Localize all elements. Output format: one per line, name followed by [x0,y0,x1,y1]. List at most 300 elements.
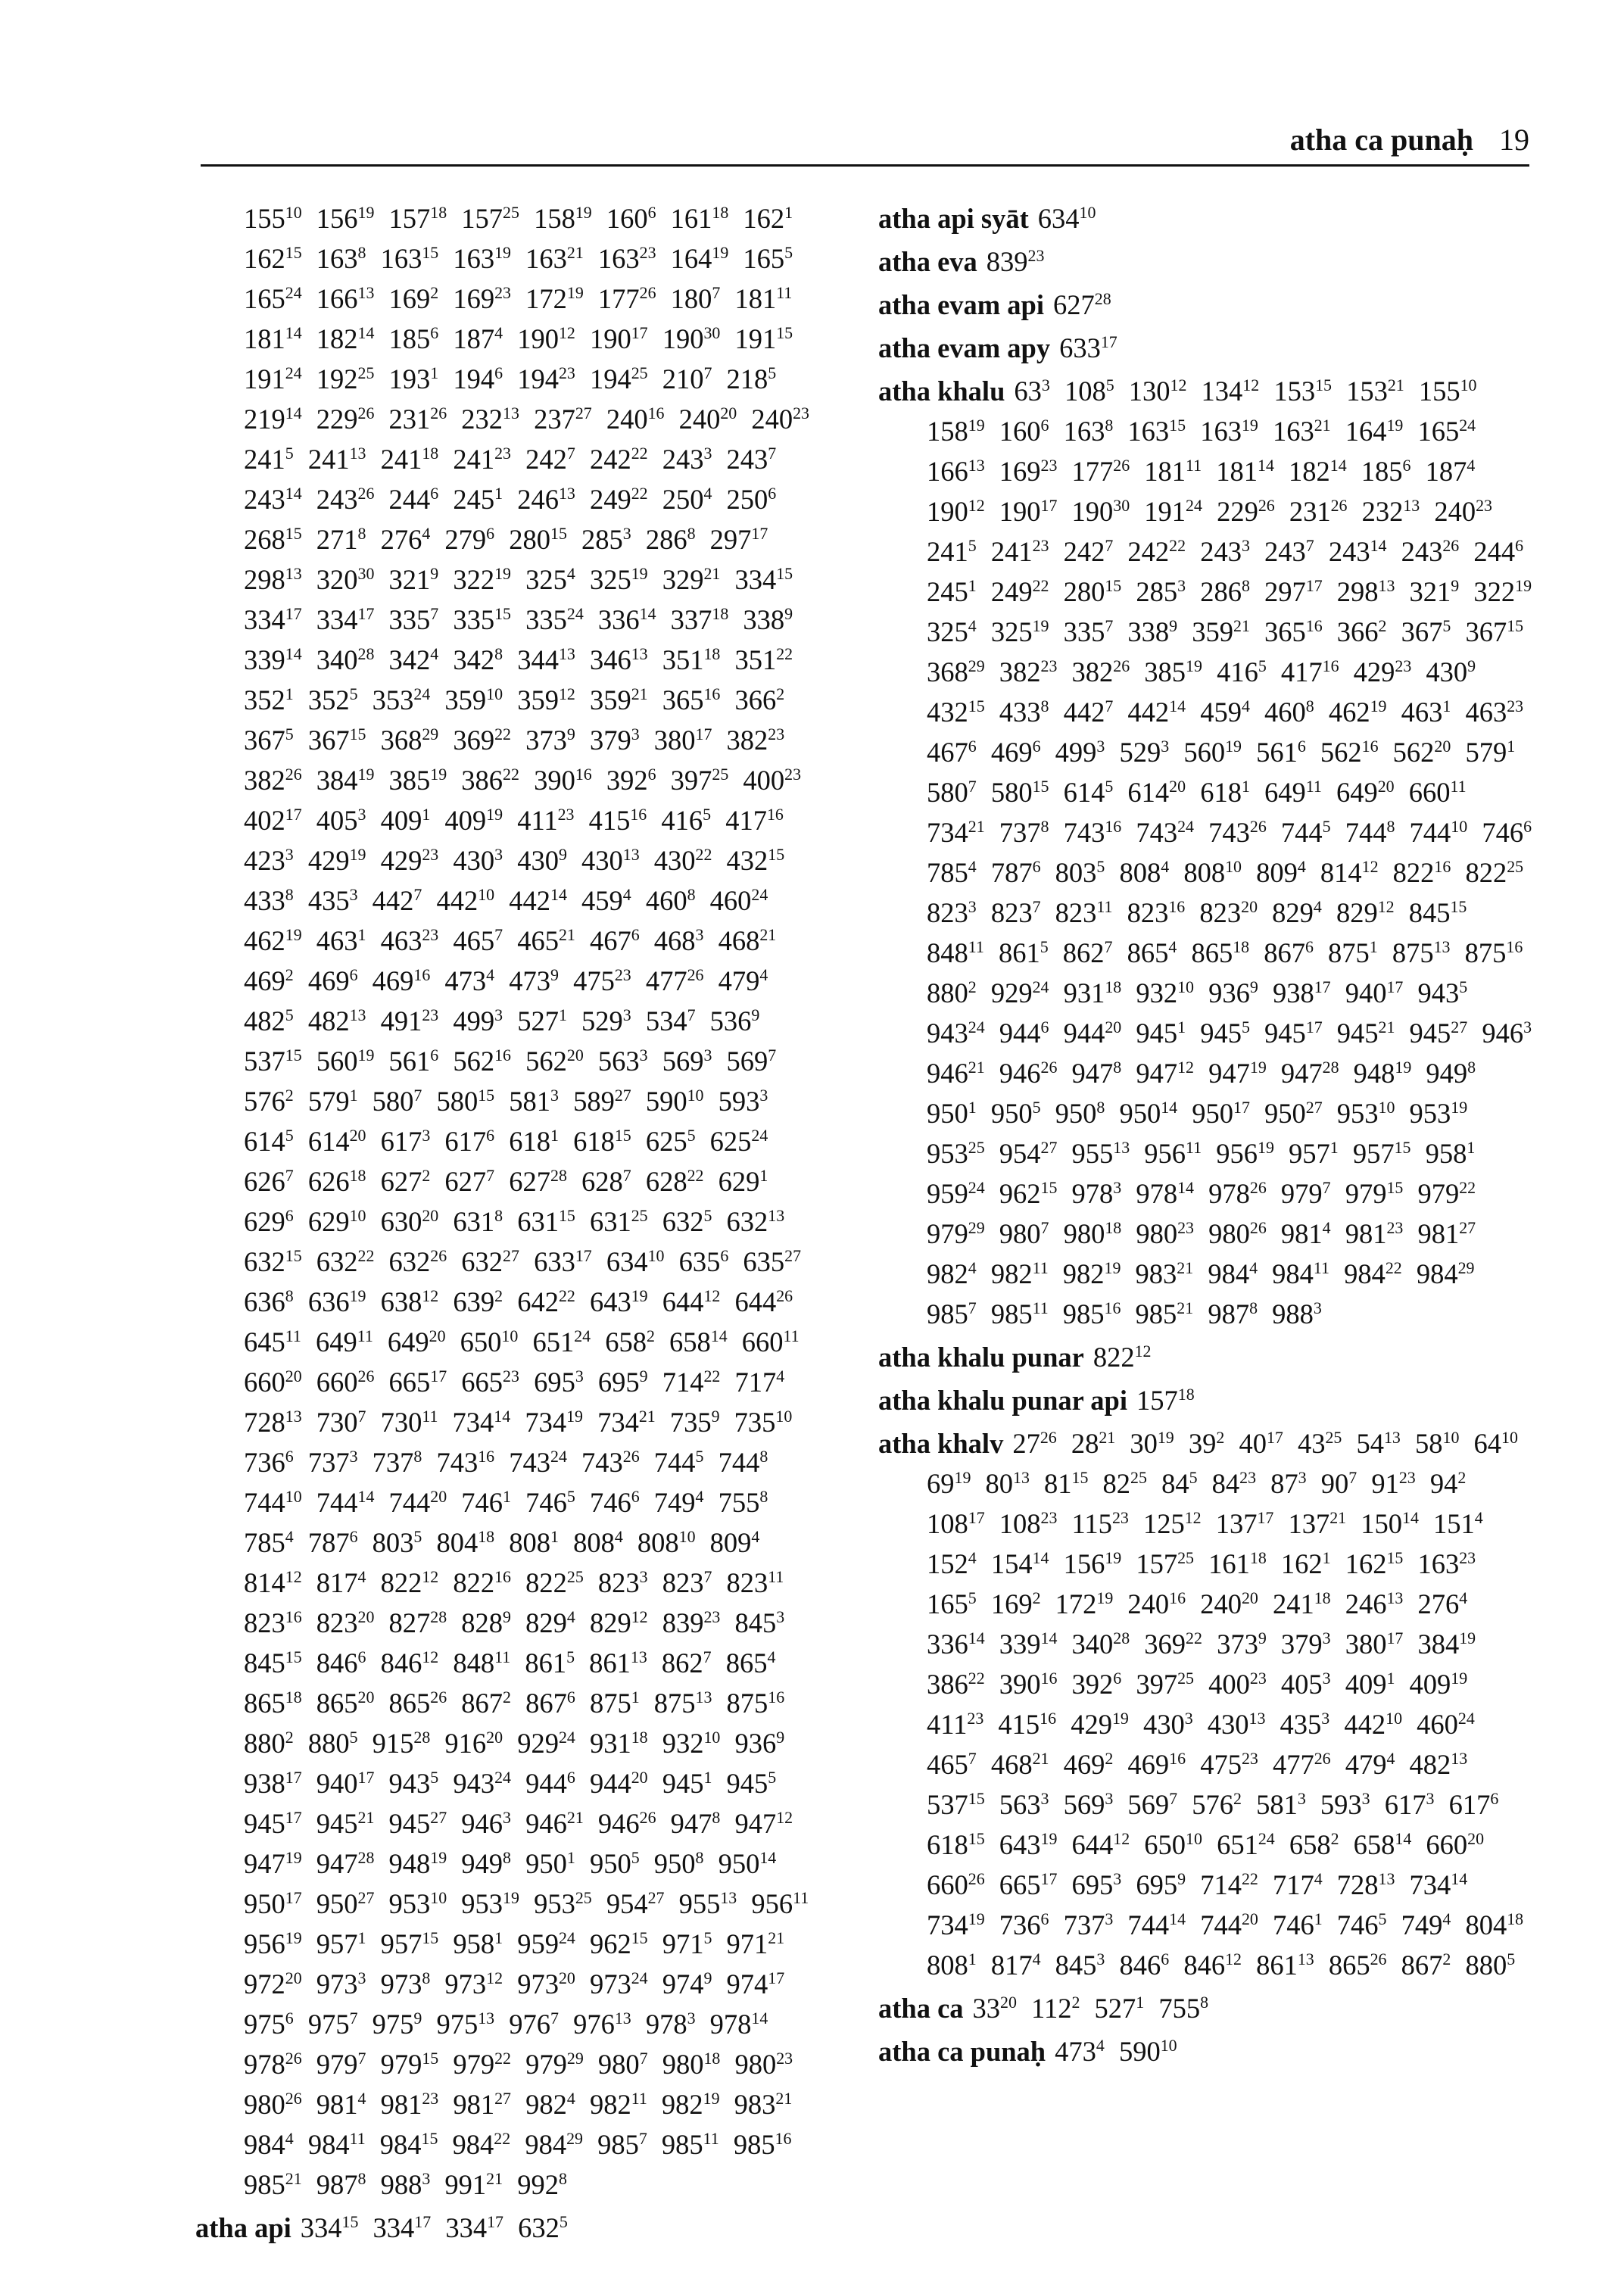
page-reference: $744^{10}$ [244,1486,302,1518]
page-reference: 16419 [1345,415,1404,447]
page-reference: $730^7$ [316,1406,366,1438]
page-reference: $373^9$ [525,724,575,756]
page-reference: 13721 [1288,1507,1347,1539]
page-reference: 633 [1014,375,1050,407]
page-reference: 8115 [1044,1467,1089,1499]
page-reference: $980^7$ [597,2048,648,2080]
page-reference: 38226 [1071,656,1130,687]
index-term: atha evam api [878,289,1044,320]
page-reference: $157^{25}$ [461,202,519,234]
page-reference: 9446 [999,1017,1049,1049]
page-reference: 47523 [1200,1748,1258,1780]
page-reference: 6181 [1200,776,1250,808]
page-reference: $240^{16}$ [606,403,665,435]
page-reference: 3675 [1401,616,1451,647]
page-reference: 9508 [1055,1097,1105,1129]
page-reference: 24922 [990,575,1049,607]
page-reference: $329^{21}$ [662,563,721,595]
page-reference: $618^{15}$ [573,1125,631,1157]
page-reference: $463^{23}$ [380,924,439,956]
page-reference: 16923 [999,455,1058,487]
page-reference: 24222 [1127,535,1186,567]
page-reference: 6919 [927,1467,971,1499]
page-reference: 3926 [1071,1668,1122,1700]
page-reference: 74324 [1136,816,1194,848]
page-reference: $285^3$ [581,523,631,555]
page-reference: 38017 [1345,1628,1404,1660]
page-reference: $985^{21}$ [244,2168,302,2200]
page-reference: $823^{20}$ [316,1607,375,1638]
page-reference: $945^1$ [662,1767,712,1799]
page-reference: 98422 [1344,1258,1402,1289]
page-reference: $322^{19}$ [453,563,511,595]
page-reference: $163^{23}$ [597,242,656,274]
page-reference: $243^7$ [726,443,777,475]
page-reference: $950^{27}$ [316,1887,375,1919]
page-reference: $865^{20}$ [316,1687,375,1719]
page-reference: 41716 [1280,656,1339,687]
page-reference: $242^{22}$ [589,443,648,475]
page-reference: $160^6$ [606,202,656,234]
page-reference: 73421 [927,816,985,848]
page-reference: $435^3$ [307,884,358,916]
page-reference: 94324 [927,1017,985,1049]
page-reference: $473^9$ [509,965,559,996]
page-reference: $163^{21}$ [525,242,584,274]
page-reference: 5807 [927,776,977,808]
page-reference: $379^3$ [589,724,640,756]
page-reference: $746^6$ [589,1486,640,1518]
page-reference: $245^1$ [453,483,503,515]
page-reference: $246^{13}$ [517,483,575,515]
page-number: 19 [1499,123,1529,157]
page-reference: $164^{19}$ [670,242,729,274]
page-reference: $402^{17}$ [244,804,302,836]
page-reference: $338^9$ [743,603,793,635]
page-reference: $166^{13}$ [316,282,375,314]
page-reference: $442^{14}$ [509,884,567,916]
page-reference: 40919 [1409,1668,1468,1700]
page-reference: 29717 [1264,575,1323,607]
page-reference: 94527 [1409,1017,1468,1049]
page-reference: $988^3$ [380,2168,431,2200]
page-reference: 32519 [990,616,1049,647]
page-reference: 38223 [999,656,1058,687]
index-refs [244,203,817,2200]
page-reference: $734^{14}$ [452,1406,511,1438]
page-reference: 3320 [972,1992,1017,2024]
page-reference: 41516 [998,1708,1057,1740]
page-reference: 24314 [1328,535,1387,567]
page-reference: $614^{20}$ [307,1125,366,1157]
page-reference: $660^{20}$ [244,1366,302,1398]
page-reference: $352^1$ [244,684,294,715]
page-reference: 8294 [1272,896,1322,928]
page-reference: $325^{19}$ [589,563,648,595]
page-reference: 4696 [990,736,1041,768]
page-reference: $971^{21}$ [726,1928,785,1959]
page-reference: $469^{16}$ [372,965,431,996]
index-term: atha evam apy [878,332,1051,363]
page-reference: $744^5$ [653,1446,704,1478]
page-reference: $635^6$ [678,1245,729,1277]
page-reference: $460^{24}$ [709,884,768,916]
page-reference: $580^7$ [372,1085,422,1117]
page-reference: $743^{16}$ [436,1446,495,1478]
page-reference: 9451 [1136,1017,1186,1049]
page-reference: $985^{11}$ [661,2128,719,2160]
page-reference: 6953 [1071,1869,1122,1900]
page-reference: $339^{14}$ [244,644,302,675]
page-reference: 15321 [1346,375,1404,407]
page-reference: $469^2$ [244,965,294,996]
right-column [878,198,1541,2074]
page-reference: $280^{15}$ [509,523,567,555]
page-reference: $809^4$ [709,1526,760,1558]
page-reference: 1524 [927,1548,977,1579]
page-reference: $632^5$ [518,2211,568,2243]
page-reference: $728^{13}$ [244,1406,302,1438]
page-reference: $957^1$ [316,1928,366,1959]
page-reference: $658^2$ [605,1326,655,1357]
page-reference: $336^{14}$ [597,603,656,635]
page-reference: $827^{28}$ [388,1607,447,1638]
page-reference: $865^4$ [725,1647,776,1678]
page-reference: 74316 [1063,816,1122,848]
page-reference: 8084 [1119,856,1170,888]
page-reference: $953^{10}$ [388,1887,447,1919]
page-reference: 7373 [1063,1909,1114,1940]
page-reference: $628^{22}$ [645,1165,704,1197]
page-reference: 18214 [1289,455,1347,487]
page-reference: $276^4$ [380,523,431,555]
page-reference: 8615 [998,937,1049,968]
page-reference: $975^6$ [244,2008,294,2040]
page-reference: $432^{15}$ [726,844,785,876]
page-reference: $628^7$ [581,1165,631,1197]
running-head-title: atha ca punaḥ [1289,123,1473,157]
page-reference: $980^{26}$ [244,2088,302,2120]
page-reference: 44210 [1344,1708,1403,1740]
page-reference: $468^3$ [653,924,704,956]
page-reference: $367^5$ [244,724,294,756]
page-reference: 4091 [1345,1668,1395,1700]
page-reference: $665^{23}$ [461,1366,519,1398]
page-reference: $982^4$ [525,2088,575,2120]
page-reference: 2451 [927,575,977,607]
page-reference: 82225 [1465,856,1524,888]
page-reference: 17726 [1071,455,1130,487]
page-reference: $862^7$ [661,1647,712,1678]
page-reference: $157^{18}$ [388,202,447,234]
page-reference: $359^{21}$ [589,684,648,715]
index-refs [987,246,1052,277]
page-reference: 13717 [1215,1507,1274,1539]
page-reference: $978^{14}$ [709,2008,768,2040]
page-reference: 9478 [1071,1057,1122,1089]
page-reference: 12512 [1142,1507,1202,1539]
page-reference: $286^8$ [645,523,696,555]
page-reference: $271^8$ [316,523,366,555]
page-reference: 8174 [990,1949,1041,1981]
page-reference: 9581 [1425,1137,1476,1169]
page-reference: $973^{12}$ [444,1968,503,1999]
page-reference: $979^{29}$ [525,2048,584,2080]
page-reference: 42923 [1353,656,1412,687]
page-reference: 3357 [1063,616,1114,647]
page-reference: 6176 [1448,1788,1499,1820]
page-reference: 53715 [927,1788,985,1820]
page-reference: 4309 [1426,656,1476,687]
page-reference: 5933 [1320,1788,1370,1820]
page-reference: 17219 [1055,1588,1114,1619]
page-reference: $169^2$ [388,282,439,314]
page-reference: $972^{20}$ [244,1968,302,1999]
page-reference: 5791 [1465,736,1516,768]
page-reference: 4338 [999,696,1049,728]
page-reference: $880^2$ [244,1727,294,1759]
page-reference: 10823 [999,1507,1058,1539]
page-reference: 74410 [1409,816,1468,848]
page-reference: 6173 [1384,1788,1435,1820]
page-reference: 29813 [1336,575,1395,607]
page-reference: 97929 [927,1217,985,1249]
page-reference: $645^{11}$ [244,1326,301,1357]
page-reference: 82320 [1199,896,1258,928]
page-reference: $848^{11}$ [453,1647,511,1678]
page-reference: $335^7$ [388,603,439,635]
page-reference: $629^6$ [244,1205,294,1237]
index-term: atha khalu [878,376,1005,407]
page-reference: 94719 [1208,1057,1267,1089]
page-reference: $462^{19}$ [244,924,302,956]
page-reference: $351^{18}$ [662,644,721,675]
page-reference: 42919 [1071,1708,1129,1740]
page-reference: $416^5$ [661,804,712,836]
page-reference: 1606 [999,415,1049,447]
page-reference: $822^{12}$ [380,1566,439,1598]
page-reference: 9857 [927,1298,977,1329]
page-reference: $165^{24}$ [244,282,302,314]
page-reference: $560^{19}$ [316,1045,375,1077]
page-reference: $945^{17}$ [244,1807,302,1839]
page-reference: 7174 [1272,1869,1323,1900]
index-refs [1053,289,1119,320]
page-reference: 94712 [1136,1057,1194,1089]
page-reference: 74326 [1208,816,1267,848]
index-entry [878,285,1541,325]
page-reference: 81412 [1320,856,1379,888]
page-reference: $982^{19}$ [661,2088,720,2120]
page-reference: 16118 [1208,1548,1267,1579]
page-reference: 65124 [1217,1828,1275,1860]
page-reference: $973^{24}$ [589,1968,648,1999]
page-reference: $352^5$ [307,684,358,715]
page-reference: $665^{17}$ [388,1366,447,1398]
page-reference: $636^8$ [244,1286,294,1317]
page-reference: $875^{16}$ [726,1687,785,1719]
page-reference: $405^3$ [316,804,366,836]
page-reference: 15414 [990,1548,1049,1579]
page-reference: $931^{18}$ [589,1727,648,1759]
page-reference: 8233 [927,896,977,928]
page-reference: $875^{13}$ [653,1687,712,1719]
page-reference: 82316 [1127,896,1186,928]
page-reference: 83923 [986,245,1045,277]
page-reference: 16323 [1417,1548,1476,1579]
page-reference: $385^{19}$ [388,764,447,796]
page-reference: $334^{17}$ [445,2211,503,2243]
page-reference: $974^9$ [662,1968,712,1999]
page-reference: 62728 [1053,288,1111,320]
page-reference: $938^{17}$ [244,1767,302,1799]
page-reference: 94420 [1063,1017,1122,1049]
page-reference: $649^{11}$ [315,1326,373,1357]
page-reference: $744^{14}$ [316,1486,375,1518]
page-reference: 7465 [1336,1909,1387,1940]
page-reference: $433^8$ [244,884,294,916]
index-entry [878,2031,1541,2071]
page-reference: $945^{27}$ [388,1807,447,1839]
page-reference: $947^{19}$ [244,1847,302,1879]
page-reference: $735^9$ [669,1406,720,1438]
index-term: atha api syāt [878,203,1029,234]
page-reference: $442^{10}$ [436,884,495,916]
page-reference: 9435 [1417,977,1468,1008]
page-reference: $367^{15}$ [307,724,366,756]
page-reference: 9807 [999,1217,1049,1249]
page-reference: $845^{15}$ [244,1647,302,1678]
page-reference: $984^{29}$ [525,2128,583,2160]
page-reference: $180^7$ [670,282,721,314]
page-reference: $241^{13}$ [307,443,366,475]
page-reference: $325^4$ [525,563,575,595]
page-reference: 16315 [1127,415,1186,447]
page-reference: $181^{14}$ [244,323,302,354]
page-reference: $822^{25}$ [525,1566,584,1598]
page-reference: $268^{15}$ [244,523,302,555]
page-reference: $625^{24}$ [709,1125,768,1157]
page-reference: $915^{28}$ [372,1727,431,1759]
page-reference: 8672 [1401,1949,1451,1981]
page-reference: $240^{20}$ [678,403,737,435]
page-reference: 19124 [1144,495,1202,527]
page-reference: $499^3$ [453,1005,503,1036]
page-reference: 19030 [1071,495,1130,527]
page-reference: $409^{19}$ [444,804,503,836]
page-reference: 3389 [1127,616,1178,647]
page-reference: $736^6$ [244,1446,294,1478]
page-reference: $946^{21}$ [525,1807,584,1839]
page-reference: $384^{19}$ [316,764,375,796]
page-reference: $244^6$ [388,483,439,515]
page-reference: $743^{26}$ [581,1446,640,1478]
page-reference: 66020 [1426,1828,1485,1860]
page-reference: $240^{23}$ [751,403,809,435]
page-reference: $660^{11}$ [741,1326,800,1357]
page-reference: 15619 [1063,1548,1122,1579]
page-reference: $845^3$ [734,1607,785,1638]
page-reference: 2853 [1136,575,1186,607]
page-reference: 98521 [1135,1298,1194,1329]
page-reference: 98219 [1062,1258,1121,1289]
page-reference: 4692 [1063,1748,1114,1780]
page-reference: $945^{21}$ [316,1807,375,1839]
page-reference: $335^{24}$ [525,603,584,635]
page-reference: $368^{29}$ [380,724,439,756]
page-reference: $627^7$ [444,1165,495,1197]
page-reference: $984^{22}$ [452,2128,511,2160]
page-reference: 8676 [1264,937,1314,968]
page-reference: $631^{15}$ [517,1205,575,1237]
page-reference: 9883 [1272,1298,1322,1329]
page-reference: $473^4$ [444,965,495,996]
page-reference: $973^3$ [316,1968,366,1999]
page-reference: $714^{22}$ [662,1366,721,1398]
page-reference: $382^{23}$ [726,724,785,756]
page-header [201,117,1529,167]
page-reference: 24020 [1200,1588,1258,1619]
page-reference: 96215 [999,1177,1058,1209]
page-reference: 9123 [1371,1467,1416,1499]
page-reference: $243^3$ [662,443,712,475]
page-reference: 87516 [1464,937,1523,968]
page-reference: $737^8$ [372,1446,422,1478]
page-reference: $804^{18}$ [436,1526,495,1558]
page-reference: $297^{17}$ [709,523,768,555]
index-entry [195,198,835,2205]
page-reference: $633^{17}$ [534,1245,592,1277]
page-reference: $650^{10}$ [460,1326,519,1357]
page-reference: 2437 [1264,535,1314,567]
page-reference: $950^5$ [589,1847,640,1879]
page-reference: 87513 [1392,937,1451,968]
page-reference: 86113 [1256,1949,1314,1981]
page-reference: $614^5$ [244,1125,294,1157]
page-reference: 16524 [1417,415,1476,447]
page-reference: 94819 [1353,1057,1412,1089]
page-reference: 84612 [1183,1949,1242,1981]
page-reference: 95325 [927,1137,985,1169]
page-reference: $823^7$ [662,1566,712,1598]
page-reference: 9455 [1200,1017,1250,1049]
page-reference: $163^{19}$ [453,242,511,274]
page-reference: 10817 [927,1507,985,1539]
page-reference: 5293 [1119,736,1170,768]
page-reference: 1122 [1031,1992,1080,2024]
page-reference: 46821 [990,1748,1049,1780]
page-reference: 6959 [1136,1869,1186,1900]
page-reference: 6582 [1289,1828,1339,1860]
page-reference: $194^{25}$ [589,363,648,394]
page-reference: 7494 [1401,1909,1451,1940]
page-reference: 74420 [1200,1909,1258,1940]
page-reference: $298^{13}$ [244,563,302,595]
index-refs [1136,1385,1202,1416]
page-reference: $158^{19}$ [534,202,592,234]
page-reference: 74414 [1127,1909,1186,1940]
page-reference: 65814 [1353,1828,1412,1860]
page-reference: 3662 [1336,616,1387,647]
page-reference: 5633 [999,1788,1049,1820]
page-reference: $430^{13}$ [581,844,640,876]
page-reference: 46323 [1465,696,1524,728]
page-reference: $359^{12}$ [517,684,575,715]
page-reference: $162^{15}$ [244,242,302,274]
page-reference: $177^{26}$ [597,282,656,314]
page-reference: 4993 [1055,736,1105,768]
page-reference: $625^5$ [645,1125,696,1157]
